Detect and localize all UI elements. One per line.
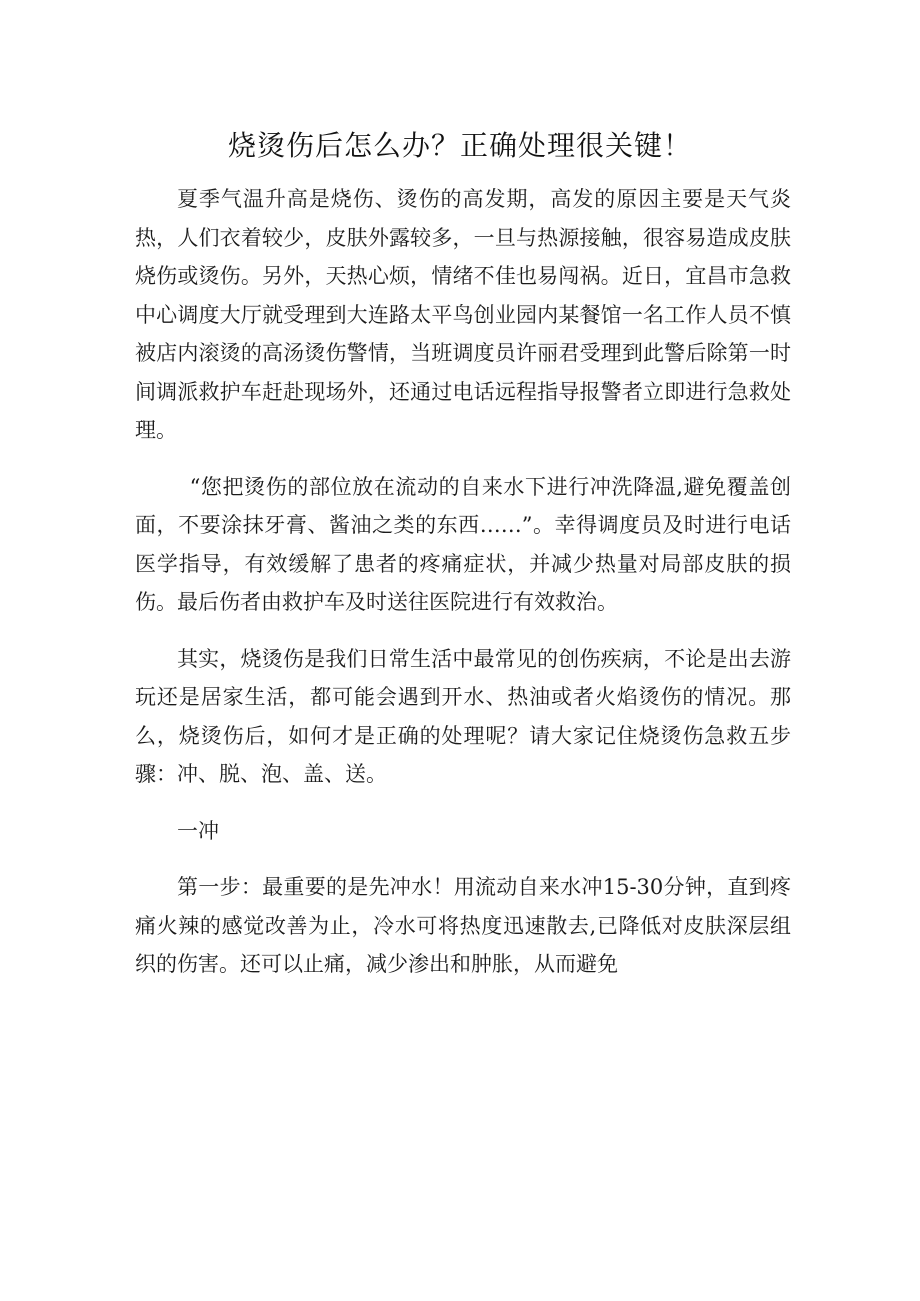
document-body bbox=[135, 180, 791, 984]
paragraph-quote: “您把烫伤的部位放在流动的自来水下进行冲洗降温,避免覆盖创面，不要涂抹牙膏、酱油之类的东西……”。幸得调度员及时进行电话医学指导，有效缓解了患者的疼痛症状，并减少热量对局部皮肤的损伤。最后伤者由救护车及时送往医院进行有效救治。 bbox=[135, 474, 791, 614]
paragraph-intro: 夏季气温升高是烧伤、烫伤的高发期，高发的原因主要是天气炎热，人们衣着较少，皮肤外露较多，一旦与热源接触，很容易造成皮肤烧伤或烫伤。另外，天热心烦，情绪不佳也易闯祸。近日，宜昌市急救中心调度大厅就受理到大连路太平鸟创业园内某餐馆一名工作人员不慎被店内滚烫的高汤烫伤警情，当班调度员许丽君受理到此警后除第一时间调派救护车赶赴现场外，还通过电话远程指导报警者立即进行急救处理。 bbox=[135, 187, 791, 442]
paragraph-step-one: 第一步：最重要的是先冲水！用流动自来水冲15-30分钟，直到疼痛火辣的感觉改善为止，冷水可将热度迅速散去,已降低对皮肤深层组织的伤害。还可以止痛，减少渗出和肿胀，从而避免 bbox=[135, 875, 791, 976]
document-title: 烧烫伤后怎么办？正确处理很关键！ bbox=[227, 129, 692, 162]
paragraph-five-steps: 其实，烧烫伤是我们日常生活中最常见的创伤疾病，不论是出去游玩还是居家生活，都可能会遇到开水、热油或者火焰烫伤的情况。那么，烧烫伤后，如何才是正确的处理呢？请大家记住烧烫伤急救五步骤：冲、脱、泡、盖、送。 bbox=[135, 646, 791, 786]
section-heading-rinse: 一冲 bbox=[177, 818, 219, 843]
